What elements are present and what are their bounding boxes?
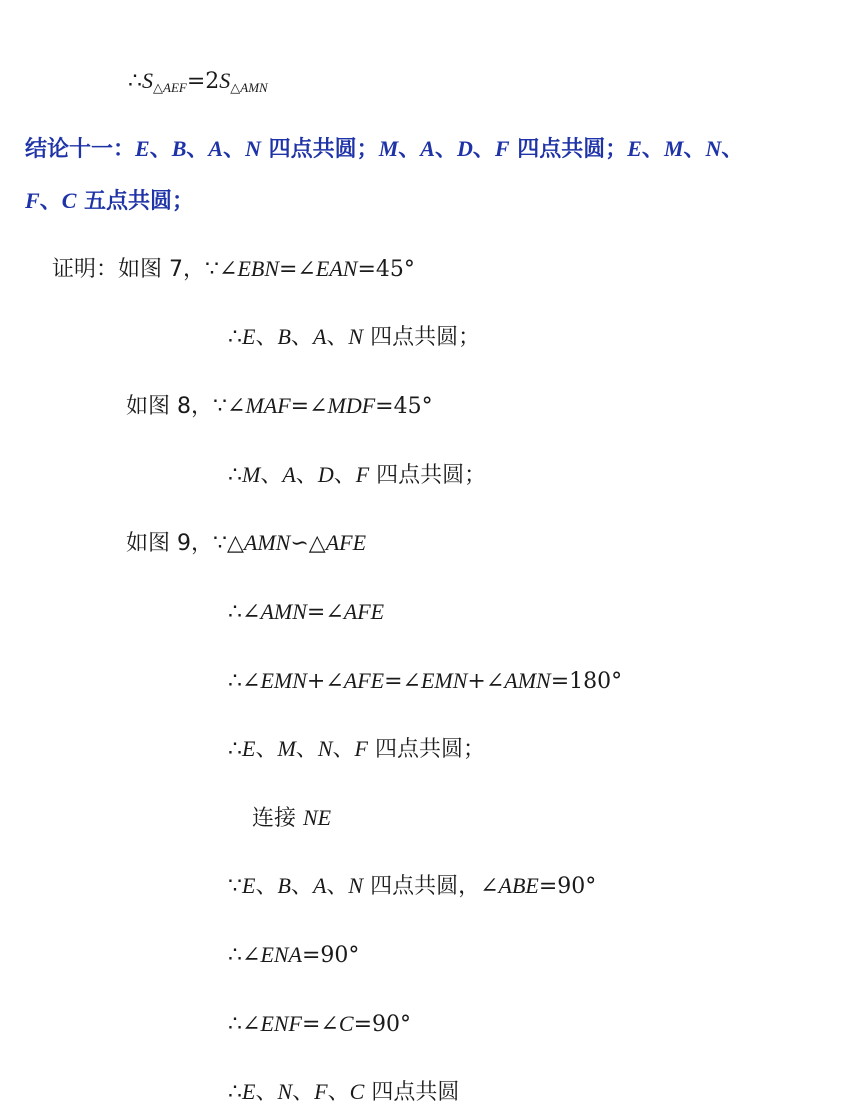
- proof-connect-ne: 连接 NE: [252, 805, 332, 831]
- proof-fig9-premise: 如图 9，∵△AMN∽△AFE: [126, 530, 367, 556]
- proof-angle-enf: ∴∠ENF=∠C=90°: [228, 1011, 411, 1037]
- proof-fig8-premise: 如图 8，∵∠MAF=∠MDF=45°: [126, 393, 433, 419]
- proof-fig9-angle-sum: ∴∠EMN+∠AFE=∠EMN+∠AMN=180°: [228, 668, 623, 694]
- proof-ebna-right-angle: ∵E、B、A、N 四点共圆，∠ABE=90°: [228, 873, 597, 899]
- conclusion-heading-line-1: 结论十一：E、B、A、N 四点共圆；M、A、D、F 四点共圆；E、M、N、: [25, 136, 744, 162]
- proof-fig8-conclusion: ∴M、A、D、F 四点共圆；: [228, 462, 487, 488]
- proof-concyclic-enfc: ∴E、N、F、C 四点共圆: [228, 1079, 460, 1105]
- area-equation: $\therefore S_{\triangle AEF}=2S_{\triangle AMN}$: [128, 68, 268, 96]
- proof-fig7-conclusion: ∴E、B、A、N 四点共圆；: [228, 324, 481, 350]
- proof-fig9-concyclic-emnf: ∴E、M、N、F 四点共圆；: [228, 736, 485, 762]
- conclusion-heading-line-2: F、C 五点共圆；: [25, 188, 195, 214]
- proof-angle-ena: ∴∠ENA=90°: [228, 942, 360, 968]
- proof-fig9-angle-equal: ∴∠AMN=∠AFE: [228, 599, 385, 625]
- proof-fig7-premise: 证明：如图 7，∵∠EBN=∠EAN=45°: [52, 256, 415, 282]
